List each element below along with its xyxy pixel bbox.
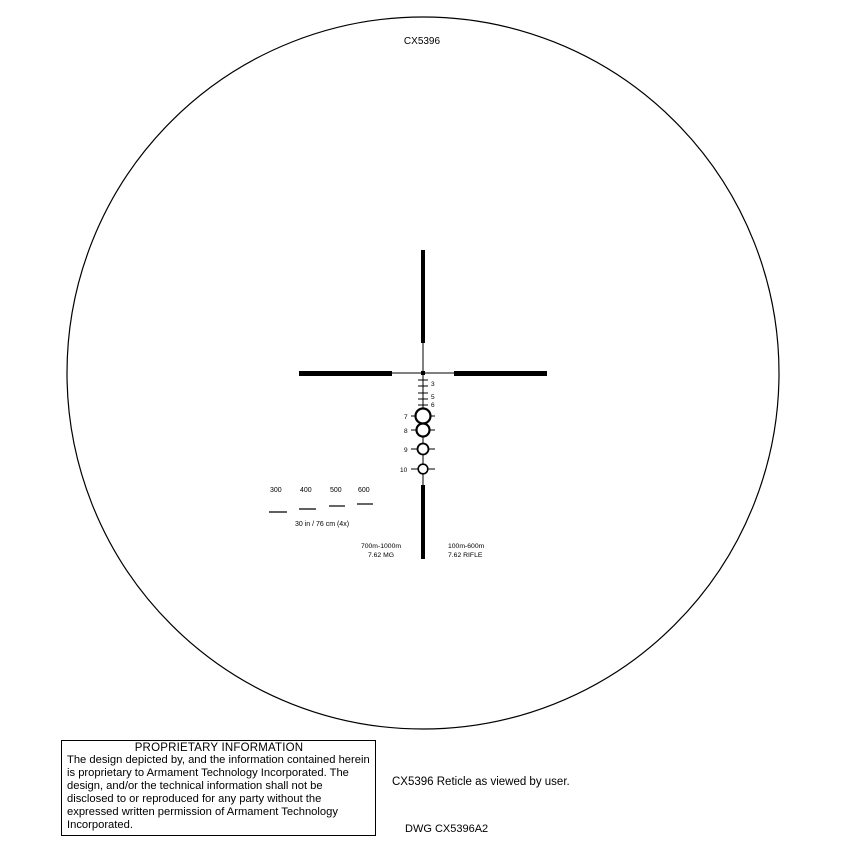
rangefinder-reference-label: 30 in / 76 cm (4x) — [294, 521, 350, 528]
proprietary-notice-line: disclosed to or reproduced for any party without the — [67, 793, 322, 805]
stadia-label-3: 3 — [431, 381, 435, 388]
right-post — [454, 371, 547, 376]
center-dot — [421, 371, 425, 375]
range-label-600: 600 — [358, 487, 370, 494]
range-label-400: 400 — [300, 487, 312, 494]
circle-label-9: 9 — [404, 447, 408, 454]
top-post — [421, 250, 425, 343]
circle-label-8: 8 — [404, 428, 408, 435]
left-post — [299, 371, 392, 376]
stadia-label-5: 5 — [431, 394, 435, 401]
reticle-id-label: CX5396 — [403, 36, 441, 47]
range-label-500: 500 — [330, 487, 342, 494]
circle-label-10: 10 — [400, 467, 408, 474]
proprietary-notice-title: PROPRIETARY INFORMATION — [134, 742, 304, 754]
drawing-number: DWG CX5396A2 — [405, 823, 489, 835]
aiming-circle-10 — [418, 464, 428, 474]
bottom-post — [421, 485, 425, 559]
aiming-circle-8 — [417, 424, 430, 437]
stadia-label-6: 6 — [431, 402, 435, 409]
proprietary-notice-line: design, and/or the technical information shall not be — [67, 780, 323, 792]
proprietary-notice-box — [61, 740, 376, 836]
range-label-300: 300 — [270, 487, 282, 494]
aiming-circle-9 — [418, 444, 429, 455]
proprietary-notice-line: is proprietary to Armament Technology Incorporated. The — [67, 767, 349, 779]
circle-label-7: 7 — [404, 414, 408, 421]
proprietary-notice-line: Incorporated. — [67, 819, 133, 831]
proprietary-notice-line: expressed written permission of Armament Technology — [67, 806, 338, 818]
proprietary-notice-line: The design depicted by, and the information contained herein — [67, 754, 370, 766]
rifle-weapon-label: 7.62 RIFLE — [448, 552, 483, 559]
aiming-circle-7 — [416, 409, 431, 424]
mg-weapon-label: 7.62 MG — [367, 552, 395, 559]
drawing-caption: CX5396 Reticle as viewed by user. — [392, 776, 570, 788]
rifle-range-label: 100m-600m — [448, 543, 485, 550]
mg-range-label: 700m-1000m — [360, 543, 402, 550]
